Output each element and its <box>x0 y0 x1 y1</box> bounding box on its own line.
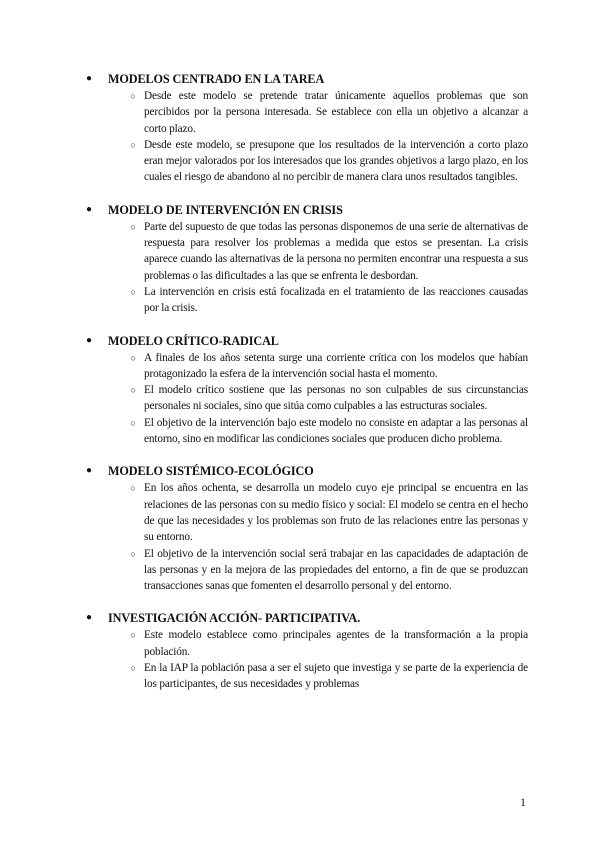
section-heading-text: MODELO SISTÉMICO-ECOLÓGICO <box>108 464 314 479</box>
list-item <box>84 546 528 595</box>
section <box>84 463 528 594</box>
list-item-text: Desde este modelo, se presupone que los resultados de la intervención a corto plazo eran mejor valorados por los interesados que los grandes objetivos a largo plazo, en los cuales el riesgo de abandono al no percibir de manera clara unos resultados tangibles. <box>144 138 528 184</box>
page-number: 1 <box>520 795 526 809</box>
sub-bullet-icon: ○ <box>130 630 136 641</box>
list-item <box>84 137 528 186</box>
list-item <box>84 415 528 448</box>
list-item-text: La intervención en crisis está focalizada en el tratamiento de las reacciones causadas por la crisis. <box>144 285 528 315</box>
section <box>84 71 528 186</box>
section-heading-text: MODELO DE INTERVENCIÓN EN CRISIS <box>108 202 343 217</box>
list-item <box>84 219 528 284</box>
sub-bullet-icon: ○ <box>130 352 136 363</box>
bullet-icon: ● <box>86 73 92 84</box>
list-item <box>84 382 528 415</box>
section-heading-text: INVESTIGACIÓN ACCIÓN- PARTICIPATIVA. <box>108 611 361 626</box>
list-item-text: A finales de los años setenta surge una corriente crítica con los modelos que habían protagonizado la esfera de la intervención social hasta el momento. <box>144 351 528 380</box>
list-item-text: En la IAP la población pasa a ser el sujeto que investiga y se parte de la experiencia de los participantes, de sus necesidades y problemas <box>144 662 528 691</box>
sub-bullet-icon: ○ <box>130 483 136 494</box>
sub-bullet-icon: ○ <box>130 548 136 559</box>
section-heading <box>84 71 528 87</box>
list-item-text: Desde este modelo se pretende tratar únicamente aquellos problemas que son percibidos por la persona interesada. Se establece con ella un objetivo a alcanzar a corto plazo. <box>144 90 528 135</box>
document-body <box>84 71 528 693</box>
sub-bullet-icon: ○ <box>130 286 136 297</box>
list-item-text: Parte del supuesto de que todas las personas disponemos de una serie de alternativas de respuesta para resolver los problemas a medida que estos se presentan. La crisis aparece cuando las alternativas de la persona no permiten encontrar una respuesta a sus problemas o las dificultades a las que se enfrenta le desbordan. <box>144 220 528 282</box>
list-item-text: En los años ochenta, se desarrolla un modelo cuyo eje principal se encuentra en las relaciones de las personas con su medio físico y social: El modelo se centra en el hecho de que las necesidades y los problemas son fruto de las relaciones entre las personas y su entorno. <box>144 482 528 544</box>
bullet-icon: ● <box>86 334 92 346</box>
sub-bullet-icon: ○ <box>130 139 136 150</box>
bullet-icon: ● <box>86 465 92 477</box>
sub-bullet-icon: ○ <box>130 417 136 428</box>
bullet-icon: ● <box>86 203 92 215</box>
section-heading <box>84 610 528 626</box>
list-item <box>84 627 528 660</box>
section-heading <box>84 333 528 349</box>
list-item-text: Este modelo establece como principales agentes de la transformación a la propia población. <box>144 629 528 658</box>
bullet-icon: ● <box>86 612 92 624</box>
sub-bullet-icon: ○ <box>130 385 136 396</box>
sub-bullet-icon: ○ <box>130 221 136 232</box>
section <box>84 202 528 317</box>
section-heading <box>84 463 528 479</box>
list-item <box>84 350 528 383</box>
list-item <box>84 480 528 545</box>
list-item <box>84 284 528 317</box>
section <box>84 610 528 692</box>
sub-bullet-icon: ○ <box>130 91 136 101</box>
section-heading <box>84 202 528 218</box>
section <box>84 333 528 448</box>
list-item <box>84 660 528 693</box>
list-item-text: El objetivo de la intervención bajo este modelo no consiste en adaptar a las personas al entorno, sino en modificar las condiciones sociales que producen dicho problema. <box>144 416 528 446</box>
list-item-text: El objetivo de la intervención social será trabajar en las capacidades de adaptación de las personas y en la mejora de las propiedades del entorno, a fin de que se produzcan transacciones sanas que fomenten el desarrollo personal y del entorno. <box>144 547 528 593</box>
section-heading-text: MODELOS CENTRADO EN LA TAREA <box>108 72 325 86</box>
list-item <box>84 88 528 137</box>
section-heading-text: MODELO CRÍTICO-RADICAL <box>108 333 279 348</box>
sub-bullet-icon: ○ <box>130 663 136 674</box>
list-item-text: El modelo crítico sostiene que las personas no son culpables de sus circunstancias personales ni sociales, sino que sitúa como culpables a las estructuras sociales. <box>144 384 528 413</box>
